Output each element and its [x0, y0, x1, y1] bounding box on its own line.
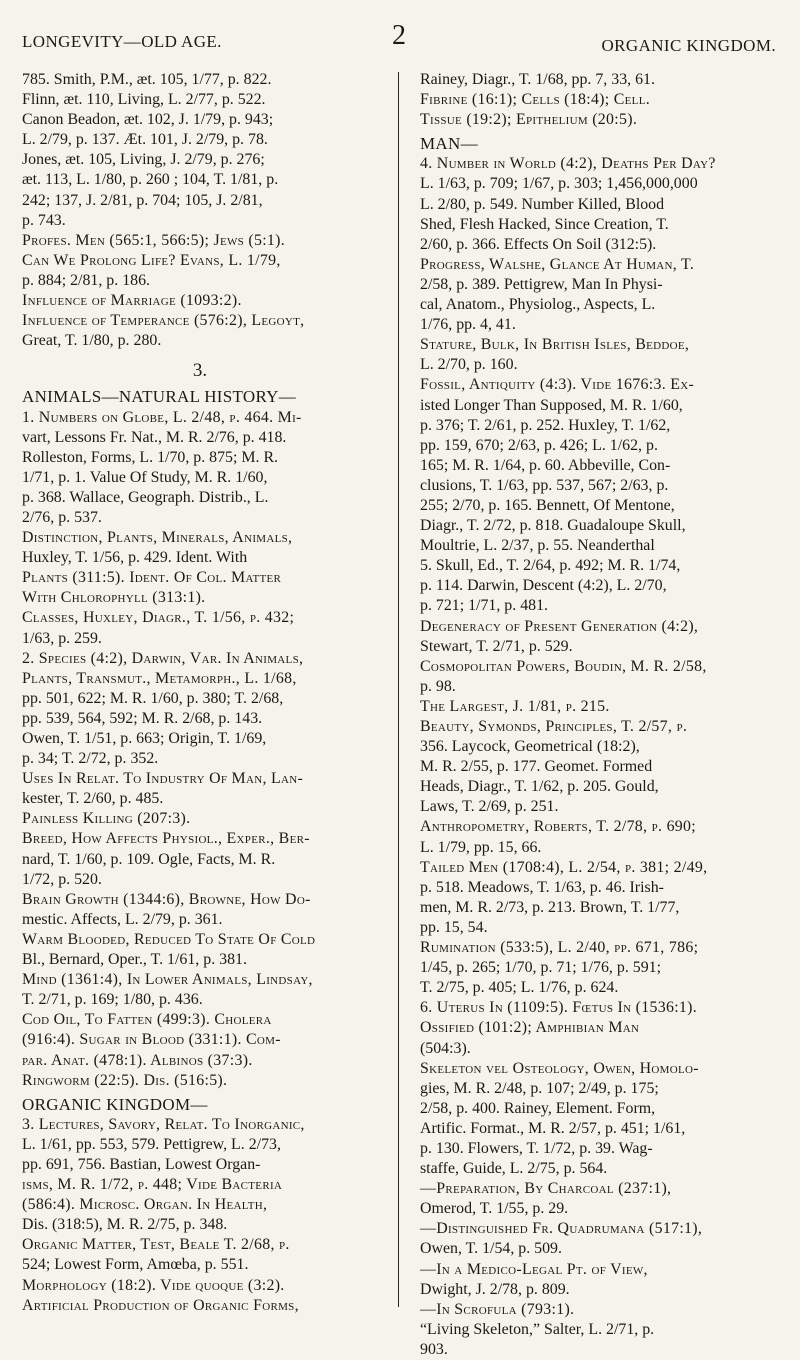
index-line: Huxley, T. 1/56, p. 429. Ident. With [22, 549, 248, 567]
running-head-left: LONGEVITY—OLD AGE. [22, 32, 222, 51]
index-line: Ossified (101:2); Amphibian Man [420, 1019, 640, 1037]
index-line: Profes. Men (565:1, 566:5); Jews (5:1). [22, 231, 286, 249]
index-line: 524; Lowest Form, Amœba, p. 551. [22, 1256, 249, 1274]
section-heading: ORGANIC KINGDOM— [22, 1094, 208, 1114]
index-line: p. 368. Wallace, Geograph. Distrib., L. [22, 488, 269, 506]
index-line: Stewart, T. 2/71, p. 529. [420, 637, 573, 655]
index-line: Influence of Temperance (576:2), Legoyt, [22, 312, 305, 330]
index-line: Classes, Huxley, Diagr., T. 1/56, p. 432; [22, 609, 295, 627]
index-line: 1/45, p. 265; 1/70, p. 71; 1/76, p. 591; [420, 959, 662, 977]
index-line: Stature, Bulk, In British Isles, Beddoe, [420, 336, 690, 354]
index-line: “Living Skeleton,” Salter, L. 2/71, p. [420, 1320, 655, 1338]
index-line: Cod Oil, To Fatten (499:3). Cholera [22, 1011, 272, 1029]
index-line: —In a Medico-Legal Pt. of View, [420, 1260, 648, 1278]
index-line: (586:4). Microsc. Organ. In Health, [22, 1196, 268, 1214]
page-header [22, 20, 776, 56]
index-line: Fibrine (16:1); Cells (18:4); Cell. [420, 91, 650, 109]
index-line: kester, T. 2/60, p. 485. [22, 790, 164, 808]
running-head-right: ORGANIC KINGDOM. [601, 36, 776, 55]
index-line: 5. Skull, Ed., T. 2/64, p. 492; M. R. 1/74, [420, 557, 681, 575]
index-line: par. Anat. (478:1). Albinos (37:3). [22, 1051, 253, 1069]
index-line: vart, Lessons Fr. Nat., M. R. 2/76, p. 418. [22, 428, 287, 446]
index-line: Cosmopolitan Powers, Boudin, M. R. 2/58, [420, 657, 707, 675]
index-line: Moultrie, L. 2/37, p. 55. Neanderthal [420, 537, 655, 555]
index-line: 903. [420, 1340, 448, 1358]
index-line: Painless Killing (207:3). [22, 810, 191, 828]
index-line: With Chlorophyll (313:1). [22, 589, 206, 607]
index-line: T. 2/71, p. 169; 1/80, p. 436. [22, 991, 203, 1009]
index-line: Tissue (19:2); Epithelium (20:5). [420, 111, 638, 129]
index-line: isms, M. R. 1/72, p. 448; Vide Bacteria [22, 1176, 283, 1194]
left-column [22, 70, 378, 1316]
index-line: 4. Number in World (4:2), Deaths Per Day? [420, 155, 716, 173]
section-heading: ANIMALS—NATURAL HISTORY— [22, 387, 297, 407]
column-divider [398, 72, 399, 1307]
index-line: æt. 113, L. 1/80, p. 260 ; 104, T. 1/81, p. [22, 171, 279, 189]
index-line: Rainey, Diagr., T. 1/68, pp. 7, 33, 61. [420, 71, 655, 88]
index-line: Mind (1361:4), In Lower Animals, Lindsay, [22, 971, 313, 989]
index-line: Ringworm (22:5). Dis. (516:5). [22, 1071, 228, 1089]
index-line: Laws, T. 2/69, p. 251. [420, 798, 559, 816]
index-line: The Largest, J. 1/81, p. 215. [420, 697, 610, 715]
index-line: men, M. R. 2/73, p. 213. Brown, T. 1/77, [420, 898, 680, 916]
index-line: 1/71, p. 1. Value Of Study, M. R. 1/60, [22, 468, 268, 486]
index-line: p. 34; T. 2/72, p. 352. [22, 750, 159, 768]
index-line: 3. Lectures, Savory, Relat. To Inorganic, [22, 1115, 305, 1133]
index-line: Rumination (533:5), L. 2/40, pp. 671, 786; [420, 939, 699, 957]
index-line: Artificial Production of Organic Forms, [22, 1296, 299, 1314]
index-line: Shed, Flesh Hacked, Since Creation, T. [420, 215, 669, 233]
index-line: Owen, T. 1/54, p. 509. [420, 1240, 562, 1258]
index-line: 1/76, pp. 4, 41. [420, 316, 516, 334]
index-line: 2. Species (4:2), Darwin, Var. In Animals, [22, 649, 304, 667]
index-line: p. 376; T. 2/61, p. 252. Huxley, T. 1/62, [420, 416, 671, 434]
right-column [420, 70, 776, 1360]
index-line: cal, Anatom., Physiolog., Aspects, L. [420, 296, 656, 314]
index-line: p. 114. Darwin, Descent (4:2), L. 2/70, [420, 577, 667, 595]
index-line: pp. 15, 54. [420, 918, 488, 936]
index-line: (504:3). [420, 1039, 471, 1057]
index-line: pp. 501, 622; M. R. 1/60, p. 380; T. 2/68, [22, 689, 284, 707]
index-line: 1/72, p. 520. [22, 870, 102, 888]
index-line: staffe, Guide, L. 2/75, p. 564. [420, 1160, 608, 1178]
index-line: Beauty, Symonds, Principles, T. 2/57, p. [420, 718, 688, 735]
index-line: T. 2/75, p. 405; L. 1/76, p. 624. [420, 979, 619, 997]
index-line: Flinn, æt. 110, Living, L. 2/77, p. 522. [22, 91, 266, 109]
index-line: L. 1/61, pp. 553, 579. Pettigrew, L. 2/73, [22, 1135, 281, 1153]
index-line: (916:4). Sugar in Blood (331:1). Com- [22, 1031, 281, 1049]
index-line: Owen, T. 1/51, p. 663; Origin, T. 1/69, [22, 730, 267, 747]
index-line: Canon Beadon, æt. 102, J. 1/79, p. 943; [22, 111, 274, 129]
index-line: Jones, æt. 105, Living, J. 2/79, p. 276; [22, 151, 265, 169]
index-line: Omerod, T. 1/55, p. 29. [420, 1200, 569, 1218]
index-line: gies, M. R. 2/48, p. 107; 2/49, p. 175; [420, 1079, 659, 1097]
index-line: Distinction, Plants, Minerals, Animals, [22, 529, 293, 547]
index-line: nard, T. 1/60, p. 109. Ogle, Facts, M. R. [22, 850, 276, 868]
index-line: p. 721; 1/71, p. 481. [420, 597, 549, 615]
index-line: —Distinguished Fr. Quadrumana (517:1), [420, 1220, 703, 1238]
index-line: isted Longer Than Supposed, M. R. 1/60, [420, 396, 683, 414]
index-line: 1. Numbers on Globe, L. 2/48, p. 464. Mi- [22, 408, 302, 426]
index-line: 165; M. R. 1/64, p. 60. Abbeville, Con- [420, 456, 671, 474]
index-line: Diagr., T. 2/72, p. 818. Guadaloupe Skull, [420, 517, 686, 535]
index-line: L. 1/63, p. 709; 1/67, p. 303; 1,456,000,000 [420, 175, 698, 193]
index-line: pp. 691, 756. Bastian, Lowest Organ- [22, 1155, 261, 1173]
index-line: —Preparation, By Charcoal (237:1), [420, 1180, 672, 1198]
index-line: p. 130. Flowers, T. 1/72, p. 39. Wag- [420, 1139, 653, 1157]
index-line: Warm Blooded, Reduced To State Of Cold [22, 930, 316, 948]
index-line: p. 518. Meadows, T. 1/63, p. 46. Irish- [420, 878, 664, 896]
index-line: Tailed Men (1708:4), L. 2/54, p. 381; 2/49, [420, 858, 708, 876]
index-line: p. 743. [22, 211, 66, 229]
index-line: pp. 539, 564, 592; M. R. 2/68, p. 143. [22, 709, 263, 727]
index-line: Plants (311:5). Ident. Of Col. Matter [22, 569, 282, 587]
section-heading: MAN— [420, 134, 478, 154]
index-line: Brain Growth (1344:6), Browne, How Do- [22, 890, 311, 908]
index-line: 2/60, p. 366. Effects On Soil (312:5). [420, 235, 657, 253]
index-line: 2/58, p. 389. Pettigrew, Man In Physi- [420, 275, 663, 293]
index-line: Dis. (318:5), M. R. 2/75, p. 348. [22, 1216, 228, 1234]
index-line: Heads, Diagr., T. 1/62, p. 205. Gould, [420, 778, 659, 796]
index-line: mestic. Affects, L. 2/79, p. 361. [22, 910, 223, 928]
index-line: L. 2/80, p. 549. Number Killed, Blood [420, 195, 665, 213]
index-line: Fossil, Antiquity (4:3). Vide 1676:3. Ex- [420, 376, 695, 394]
index-line: p. 884; 2/81, p. 186. [22, 271, 151, 289]
index-line: Breed, How Affects Physiol., Exper., Ber- [22, 830, 310, 848]
index-line: Progress, Walshe, Glance At Human, T. [420, 255, 695, 273]
index-line: pp. 159, 670; 2/63, p. 426; L. 1/62, p. [420, 436, 658, 454]
index-line: 6. Uterus In (1109:5). Fœtus In (1536:1). [420, 999, 698, 1017]
index-line: Artific. Format., M. R. 2/57, p. 451; 1/61, [420, 1119, 686, 1137]
index-line: p. 98. [420, 677, 456, 695]
index-line: Bl., Bernard, Oper., T. 1/61, p. 381. [22, 951, 247, 969]
index-line: 1/63, p. 259. [22, 629, 102, 647]
index-line: Uses In Relat. To Industry Of Man, Lan- [22, 770, 304, 788]
index-line: Morphology (18:2). Vide quoque (3:2). [22, 1276, 285, 1294]
index-line: Rolleston, Forms, L. 1/70, p. 875; M. R. [22, 448, 279, 466]
index-line: Influence of Marriage (1093:2). [22, 292, 242, 310]
index-line: M. R. 2/55, p. 177. Geomet. Formed [420, 758, 653, 776]
index-line: 785. Smith, P.M., æt. 105, 1/77, p. 822. [22, 71, 272, 88]
index-line: Anthropometry, Roberts, T. 2/78, p. 690; [420, 818, 697, 836]
index-line: —In Scrofula (793:1). [420, 1300, 575, 1318]
index-line: 356. Laycock, Geometrical (18:2), [420, 738, 640, 756]
index-line: 2/76, p. 537. [22, 508, 102, 526]
index-line: Organic Matter, Test, Beale T. 2/68, p. [22, 1236, 290, 1254]
index-line: Can We Prolong Life? Evans, L. 1/79, [22, 251, 281, 269]
index-line: 2/58, p. 400. Rainey, Element. Form, [420, 1099, 656, 1117]
index-line: Great, T. 1/80, p. 280. [22, 332, 162, 350]
page-number: 2 [392, 20, 406, 51]
section-number: 3. [192, 360, 208, 382]
index-line: L. 1/79, pp. 15, 66. [420, 838, 542, 856]
index-line: L. 2/79, p. 137. Æt. 101, J. 2/79, p. 78. [22, 131, 268, 149]
index-line: 255; 2/70, p. 165. Bennett, Of Mentone, [420, 496, 675, 514]
index-line: Degeneracy of Present Generation (4:2), [420, 617, 699, 635]
index-line: Plants, Transmut., Metamorph., L. 1/68, [22, 669, 297, 687]
index-line: L. 2/70, p. 160. [420, 356, 518, 374]
index-line: Dwight, J. 2/78, p. 809. [420, 1280, 570, 1298]
index-line: 242; 137, J. 2/81, p. 704; 105, J. 2/81, [22, 191, 263, 209]
index-line: Skeleton vel Osteology, Owen, Homolo- [420, 1059, 699, 1077]
index-line: clusions, T. 1/63, pp. 537, 567; 2/63, p. [420, 476, 669, 494]
